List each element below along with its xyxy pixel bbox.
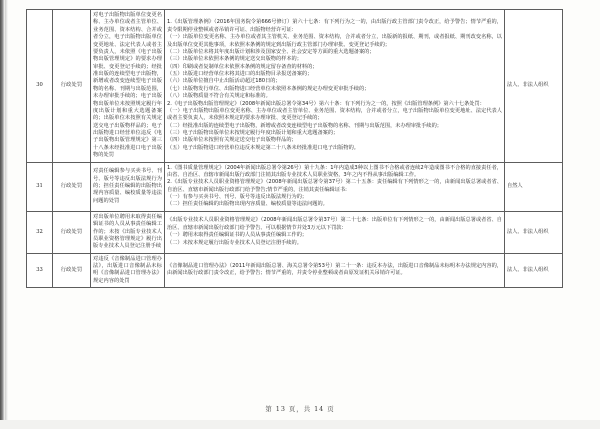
document-sheet: [26, 9, 562, 288]
legal-basis-clause: （八）出版物质量不符合有关规定和标准的。: [167, 93, 271, 100]
legal-basis-clause: （六）出版单位擅自中止出版活动超过180日的；: [167, 78, 281, 85]
table-body: [27, 10, 563, 288]
legal-basis-clause: （四）出版单位未按照有关规定送交电子出版物样品的；: [167, 137, 297, 144]
row-legal-basis: [165, 10, 505, 163]
legal-basis-clause: （五）出版进口经营单位未将其进口的出版物目录报送备案的；: [167, 71, 313, 77]
row-number: 31: [27, 162, 53, 211]
legal-basis-clause: 《出版专业技术人员职业资格管理规定》（2008年新闻出版总署令第37号）第二十七条：出版单位有下列情形之一的，由新闻出版总署或者省、自治区、直辖市新闻出版行政部门给予警告、可以根据情节并处3万元以下罚款：: [167, 217, 502, 231]
row-type: 行政处罚: [53, 211, 91, 253]
row-item-name: 对出版单位聘用未取得责任编辑证书的人员从事责任编辑工作的；未按《出版专业技术人员职业资格管理规定》履行出版专业技术人员登记注册手续: [91, 211, 165, 253]
row-legal-basis: [165, 162, 505, 211]
scan-binding-edge-soft: [5, 0, 8, 429]
legal-basis-clause: （二）未按本规定履行出版专业技术人员登记注册手续的。: [167, 239, 302, 246]
legal-basis-clause: （一）电子出版物出版单位变更名称、主办单位或者主管单位、业务范围、资本结构，合并或者分立，电子出版物出版单位变更地址、法定代表人或者主要负责人，未依照本规定的要求办理审批、变更登记手续的；: [167, 107, 502, 122]
regulatory-items-table: [26, 9, 563, 288]
row-legal-basis: [165, 253, 505, 288]
legal-basis-clause: （五）电子出版物进口经营单位违反本规定第二十八条未经批准进口电子出版物的。: [167, 144, 359, 151]
table-row: [27, 162, 563, 211]
legal-basis-clause: 2.《出版专业技术人员职业资格管理规定》（2008年新闻出版总署令第37号）第二十五条：责任编辑有下列情形之一的，由新闻出版总署或者省、自治区、直辖市新闻出版行政部门给予警告;情节严重的，注销其责任编辑证书:: [167, 179, 502, 193]
table-row: [27, 253, 563, 288]
legal-basis-clause: （一）有参与买卖书号、刊号、版号等违反出版法规行为的；: [167, 194, 308, 200]
legal-basis-clause: （三）出版单位未依照本条例的规定送交出版物的样本的；: [167, 56, 302, 63]
legal-basis-clause: 《音像制品进口管理办法》（2011年新闻出版总署、海关总署令第53号）第二十一条：违反本办法，出版进口音像制品未标明本办法规定内容的，由新闻出版行政部门责令改正，给予警告；情节严重的，并责令停业整顿或者由原发证机关吊销许可证。: [167, 263, 502, 277]
row-legal-basis: [165, 211, 505, 253]
legal-basis-clause: 2.《电子出版物出版管理规定》（2008年新闻出版总署令第34号）第六十条：有下列行为之一的，按照《出版管理条例》第六十七条处罚：: [167, 100, 485, 107]
row-subject: 法人、非法人组织: [505, 253, 563, 288]
row-number: 32: [27, 211, 53, 253]
page-footer: 第 13 页，共 14 页: [265, 405, 335, 413]
row-subject: 法人、非法人组织: [505, 211, 563, 253]
legal-basis-clause: （一）出版单位变更名称、主办单位或者其主管机关、业务范围、资本结构，合并或者分立，出版新的报纸、期刊，或者报纸、期刊改变名称，以及出版单位变更其他事项，未依照本条例的规定到出版行政主管部门办理审批、变更登记手续的；: [167, 34, 502, 48]
row-number: 30: [27, 10, 53, 163]
legal-basis-clause: 1.《出版管理条例》（2016年国务院令第666号修订）第六十七条：有下列行为之一的，由出版行政主管部门责令改正，给予警告；情节严重的，责令限期停业整顿或者吊销许可证、出版物经营许可证：: [167, 19, 502, 33]
row-subject: 法人、非法人组织: [505, 10, 563, 163]
row-type: 行政处罚: [53, 253, 91, 288]
table-row: [27, 10, 563, 163]
legal-basis-clause: 1.《图书质量管理规定》（2004年新闻出版总署令第26号）第十九条：1年内造成3种以上图书不合格或者连续2年造成图书不合格的直接责任者，由省、自治区、直辖市新闻出版行政部门注销其出版专业技术人员职业资格，3年之内不得从事出版编辑工作。: [167, 164, 502, 178]
row-subject: 自然人: [505, 162, 563, 211]
row-item-name: 对违反《音像制品进口管理办法》，出版进口音像制品未标明《音像制品进口管理办法》规定内容的处罚: [91, 253, 165, 288]
legal-basis-clause: （二）担任责任编辑的出版物出现内容质量、编校质量等违法问题的。: [167, 201, 328, 208]
table-row: [27, 211, 563, 253]
legal-basis-clause: （四）印刷或者复制单位未依照本条例的规定留存备查的材料的；: [167, 63, 318, 70]
row-item-name: 对责任编辑参与买卖书号、刊号、版号等违反出版法规行为的；担任责任编辑的出版物出现内容质量、编校质量等违法问题的处罚: [91, 162, 165, 211]
page-bottom-band: [0, 420, 600, 429]
legal-basis-clause: （七）出版物发行单位、出版物进口经营单位未依照本条例的规定办理变更审批手续的；: [167, 85, 370, 92]
legal-basis-clause: （二）经批准出版的连续型电子出版物，新增或者改变连续型电子出版物的名称、刊期与出版范围，未办理审批手续的；: [167, 122, 442, 129]
row-number: 33: [27, 253, 53, 288]
legal-basis-clause: （一）聘用未取得责任编辑证书的人员从事责任编辑工作的；: [167, 232, 308, 239]
legal-basis-clause: （二）出版单位未将其年度出版计划和涉及国家安全、社会安定等方面的重大选题备案的；: [167, 48, 375, 55]
row-type: 行政处罚: [53, 10, 91, 163]
row-type: 行政处罚: [53, 162, 91, 211]
row-item-name: 对电子出版物出版单位变更名称、主办单位或者主管单位、业务范围、资本结构、合并或者分立，电子出版物出版单位变更地址、法定代表人或者主要负责人，未依照《电子出版物出版管理规定》的要求办理审批、变更登记手续的；经批准出版的连续型电子出版物，新增或者改变连续型电子出版物的名称、刊期与出版范围，未办理审批手续的；电子出版物出版单位未按照规定履行年度出版计划和重大选题备案的；出版单位未按照有关规定送交电子出版物样品的；电子出版物进口经营单位违反《电子出版物出版管理规定》第三十八条未经批准进口电子出版物的处罚: [91, 10, 165, 163]
legal-basis-clause: （三）电子出版物出版单位未按规定履行年度出版计划和重大选题备案的；: [167, 130, 339, 136]
